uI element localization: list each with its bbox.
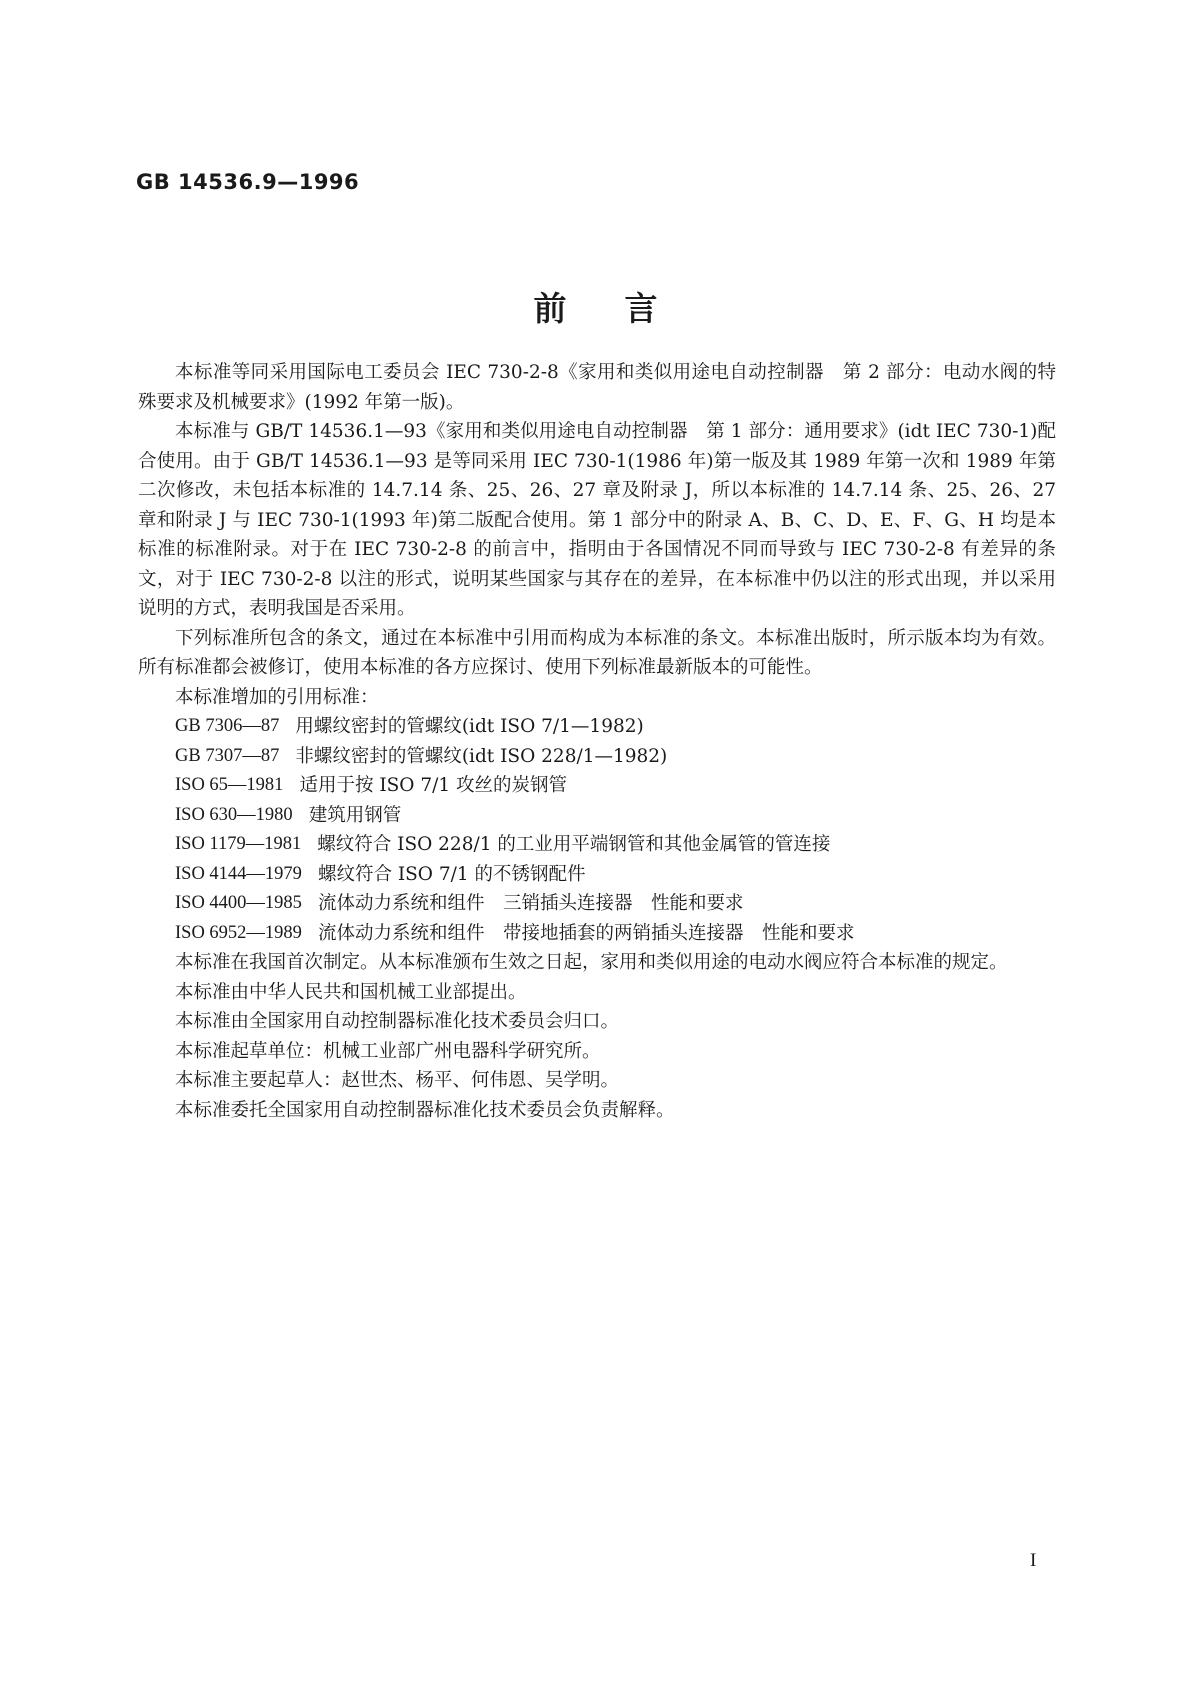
reference-item [138, 771, 1056, 801]
paragraph-jurisdiction: 本标准由全国家用自动控制器标准化技术委员会归口。 [175, 1011, 620, 1032]
foreword-body [138, 358, 1056, 1125]
paragraph-references-intro: 本标准增加的引用标准： [175, 686, 379, 708]
reference-code: ISO 6952—1989 [175, 922, 302, 943]
reference-title: 建筑用钢管 [308, 804, 402, 826]
reference-title: 用螺纹密封的管螺纹(idt ISO 7/1—1982) [295, 716, 644, 737]
reference-list [138, 712, 1056, 948]
reference-item [138, 712, 1056, 742]
reference-code: GB 7306—87 [175, 716, 280, 736]
paragraph-proposer: 本标准由中华人民共和国机械工业部提出。 [175, 981, 527, 1003]
reference-item [138, 860, 1056, 890]
standard-code: GB 14536.9—1996 [136, 170, 360, 194]
paragraph-adoption: 本标准等同采用国际电工委员会 IEC 730-2-8《家用和类似用途电自动控制器 第 2 部分：电动水阀的特殊要求及机械要求》(1992 年第一版)。 [138, 362, 1056, 413]
reference-item [138, 801, 1056, 831]
paragraph-interpretation: 本标准委托全国家用自动控制器标准化技术委员会负责解释。 [175, 1099, 675, 1121]
reference-title: 螺纹符合 ISO 7/1 的不锈钢配件 [317, 863, 586, 885]
paragraph-drafting-unit: 本标准起草单位：机械工业部广州电器科学研究所。 [175, 1040, 601, 1062]
reference-code: ISO 4144—1979 [175, 863, 302, 884]
reference-item [138, 889, 1056, 919]
reference-item [138, 742, 1056, 772]
reference-title: 流体动力系统和组件 三销插头连接器 性能和要求 [317, 893, 744, 914]
paragraph-normative: 下列标准所包含的条文，通过在本标准中引用而构成为本标准的条文。本标准出版时，所示版本均为有效。所有标准都会被修订，使用本标准的各方应探讨、使用下列标准最新版本的可能性。 [138, 627, 1056, 678]
reference-title: 流体动力系统和组件 带接地插套的两销插头连接器 性能和要求 [317, 922, 855, 944]
reference-title: 非螺纹密封的管螺纹(idt ISO 228/1—1982) [295, 745, 668, 767]
paragraph-usage: 本标准与 GB/T 14536.1—93《家用和类似用途电自动控制器 第 1 部分：通用要求》(idt IEC 730-1)配合使用。由于 GB/T 14536.1—93 是等同采用 IEC 730-1(1986 年)第一版及其 1989 年第一次和 1989 年第二次修改，未包括本标准的 14.7.14 条、25、26、27 章及附录 J，所以本标准的 14.7.14 条、25、26、27 章和附录 J 与 IEC 730-1(1993 年)第二版配合使用。第 1 部分中的附录 A、B、C、D、E、F、G、H 均是本标准的标准附录。对于在 IEC 730-2-8 的前言中，指明由于各国情况不同而导致与 IEC 730-2-8 有差异的条文，对于 IEC 730-2-8 以注的形式，说明某些国家与其存在的差异，在本标准中仍以注的形式出现，并以采用说明的方式，表明我国是否采用。 [138, 421, 1056, 619]
page-title: 前言 [533, 289, 716, 328]
reference-item [138, 830, 1056, 860]
reference-title: 适用于按 ISO 7/1 攻丝的炭钢管 [299, 775, 568, 796]
reference-code: ISO 1179—1981 [175, 834, 302, 854]
reference-title: 螺纹符合 ISO 228/1 的工业用平端钢管和其他金属管的管连接 [317, 834, 831, 855]
paragraph-first-issue: 本标准在我国首次制定。从本标准颁布生效之日起，家用和类似用途的电动水阀应符合本标准的规定。 [175, 952, 1008, 973]
reference-item [138, 919, 1056, 949]
paragraph-drafters: 本标准主要起草人：赵世杰、杨平、何伟恩、吴学明。 [175, 1070, 620, 1091]
reference-code: GB 7307—87 [175, 745, 280, 766]
reference-code: ISO 65—1981 [175, 775, 284, 795]
reference-code: ISO 630—1980 [175, 804, 293, 825]
page-number: I [1030, 1550, 1037, 1571]
reference-code: ISO 4400—1985 [175, 893, 302, 913]
